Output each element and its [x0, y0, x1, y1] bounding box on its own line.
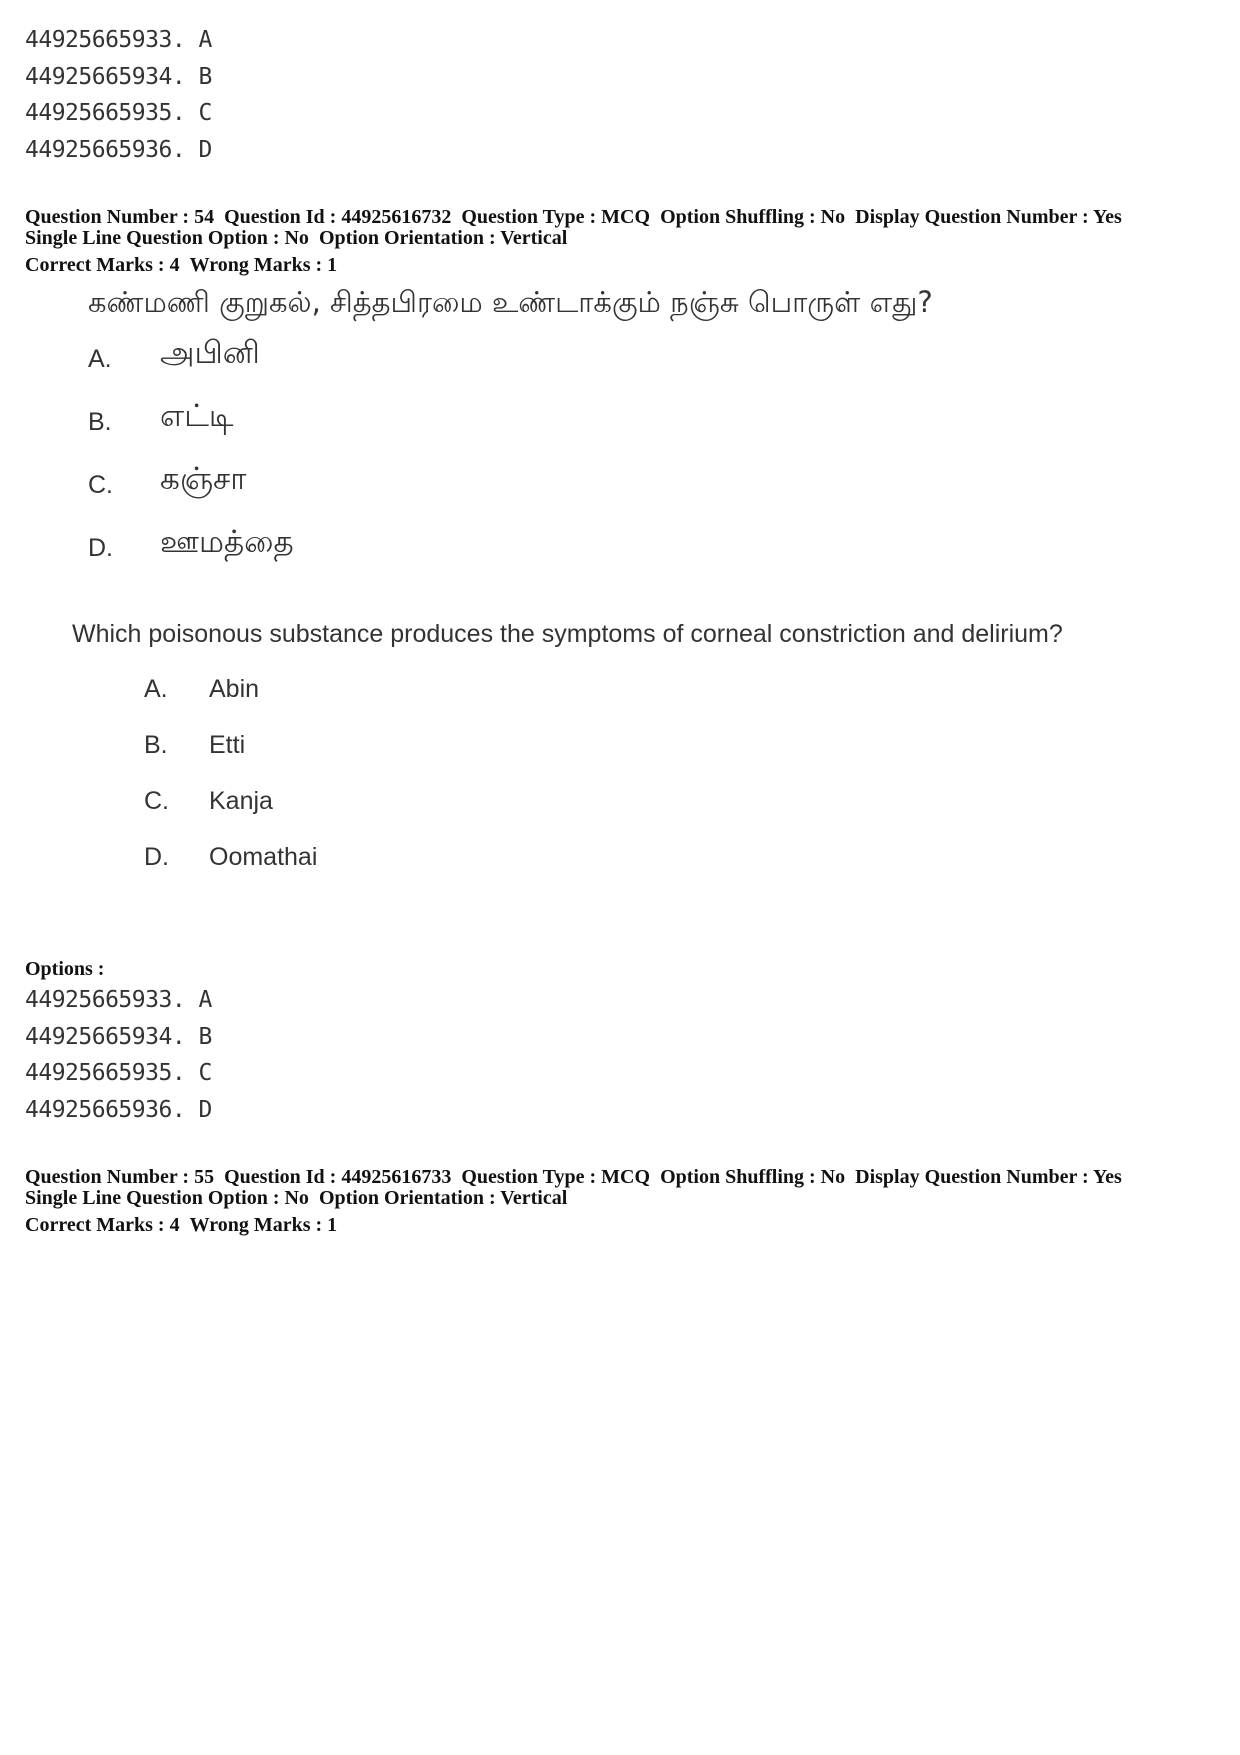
question-meta-line-1	[25, 207, 1122, 228]
option-text: கஞ்சா	[160, 461, 247, 497]
option-shuffling: Option Shuffling : No	[660, 206, 846, 228]
question-meta-line-2	[25, 228, 1122, 249]
question-marks-line	[25, 1215, 1122, 1236]
option-text: Oomathai	[209, 843, 318, 871]
option-text: ஊமத்தை	[160, 524, 294, 560]
question-type: Question Type : MCQ	[461, 1166, 651, 1188]
wrong-marks: Wrong Marks : 1	[189, 254, 338, 276]
option-letter: B.	[144, 731, 168, 759]
option-text: Abin	[209, 675, 260, 703]
previous-question-options	[25, 22, 212, 168]
option-letter: C.	[144, 787, 169, 815]
question-id: Question Id : 44925616733	[224, 1166, 452, 1188]
question-meta-line-1	[25, 1167, 1122, 1188]
option-orientation: Option Orientation : Vertical	[318, 227, 568, 249]
question-id: Question Id : 44925616732	[224, 206, 452, 228]
option-text: எட்டி	[160, 398, 234, 434]
option-letter: C.	[88, 471, 113, 499]
option-text: அபினி	[160, 335, 260, 371]
question-number: Question Number : 54	[25, 206, 215, 228]
option-id-b: 44925665934. B	[25, 63, 212, 90]
option-id-a: 44925665933. A	[25, 987, 212, 1013]
option-text: Kanja	[209, 787, 273, 815]
option-id-c: 44925665935. C	[25, 100, 212, 126]
option-letter: A.	[88, 345, 112, 373]
question-marks-line	[25, 255, 1122, 276]
correct-marks: Correct Marks : 4	[25, 254, 180, 276]
question-type: Question Type : MCQ	[461, 206, 651, 228]
option-id-b: 44925665934. B	[25, 1023, 212, 1050]
question-55-meta	[25, 1167, 1122, 1236]
wrong-marks: Wrong Marks : 1	[189, 1214, 338, 1236]
question-number: Question Number : 55	[25, 1166, 215, 1188]
option-letter: D.	[88, 534, 113, 562]
question-54-meta	[25, 207, 1122, 276]
single-line-question-option: Single Line Question Option : No	[25, 1187, 309, 1209]
options-label: Options :	[25, 958, 105, 980]
option-letter: D.	[144, 843, 169, 871]
option-text: Etti	[209, 731, 246, 759]
display-question-number: Display Question Number : Yes	[855, 1166, 1122, 1188]
display-question-number: Display Question Number : Yes	[855, 206, 1122, 228]
question-stem-english: Which poisonous substance produces the symptoms of corneal constriction and delirium?	[72, 620, 1063, 648]
option-letter: B.	[88, 408, 112, 436]
question-meta-line-2	[25, 1188, 1122, 1209]
option-id-a: 44925665933. A	[25, 27, 212, 53]
question-54-body	[60, 285, 1180, 905]
option-id-d: 44925665936. D	[25, 1096, 212, 1123]
option-id-c: 44925665935. C	[25, 1060, 212, 1086]
option-shuffling: Option Shuffling : No	[660, 1166, 846, 1188]
option-orientation: Option Orientation : Vertical	[318, 1187, 568, 1209]
option-id-d: 44925665936. D	[25, 136, 212, 163]
option-letter: A.	[144, 675, 168, 703]
question-stem-tamil: கண்மணி குறுகல், சித்தபிரமை உண்டாக்கும் நஞ்சு பொருள் எது?	[88, 285, 933, 319]
question-54-options	[25, 982, 212, 1128]
single-line-question-option: Single Line Question Option : No	[25, 227, 309, 249]
correct-marks: Correct Marks : 4	[25, 1214, 180, 1236]
